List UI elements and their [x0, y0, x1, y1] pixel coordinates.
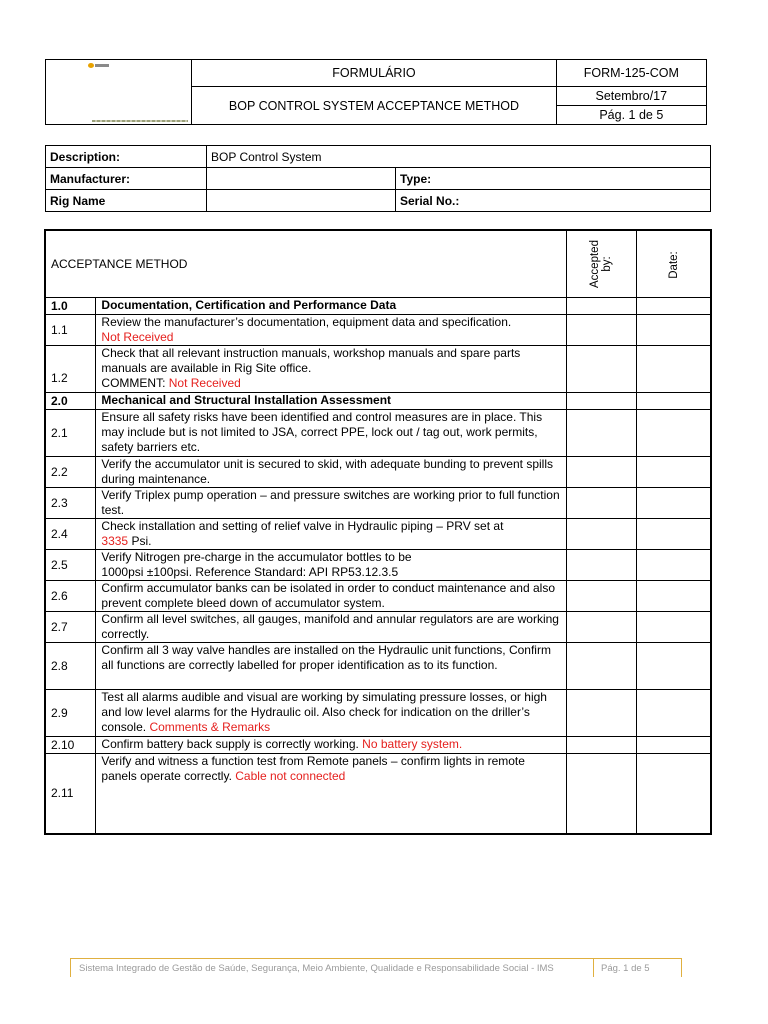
date-cell[interactable] [636, 393, 711, 410]
date-cell[interactable] [636, 457, 711, 488]
form-code: FORM-125-COM [556, 60, 706, 87]
row-number: 2.10 [45, 737, 96, 754]
row-note: Comments & Remarks [149, 720, 271, 734]
acceptance-method-table [44, 229, 712, 835]
row-note: Not Received [101, 330, 174, 344]
document-header [45, 59, 707, 125]
document-title: BOP CONTROL SYSTEM ACCEPTANCE METHOD [192, 87, 556, 125]
manufacturer-value[interactable] [207, 168, 396, 190]
date-cell[interactable] [636, 298, 711, 315]
row-number: 2.6 [45, 581, 96, 612]
date-cell[interactable] [636, 690, 711, 737]
description-value: BOP Control System [207, 146, 711, 168]
manufacturer-label: Manufacturer: [46, 168, 207, 190]
row-text: Confirm battery back supply is correctly working. No battery system. [96, 737, 566, 754]
row-number: 1.0 [45, 298, 96, 315]
row-text: Check installation and setting of relief valve in Hydraulic piping – PRV set at 3335 Psi. [96, 519, 566, 550]
row-number: 2.11 [45, 754, 96, 834]
description-label: Description: [46, 146, 207, 168]
accepted-by-cell[interactable] [566, 410, 636, 457]
rig-name-label: Rig Name [46, 190, 207, 212]
date-cell[interactable] [636, 346, 711, 393]
serial-label: Serial No.: [396, 190, 711, 212]
accepted-by-cell[interactable] [566, 690, 636, 737]
table-row [45, 315, 711, 346]
table-row [45, 754, 711, 834]
accepted-by-cell[interactable] [566, 581, 636, 612]
rig-name-value[interactable] [207, 190, 396, 212]
row-number: 2.3 [45, 488, 96, 519]
table-row [45, 737, 711, 754]
row-number: 2.1 [45, 410, 96, 457]
table-row [45, 643, 711, 690]
table-row [45, 346, 711, 393]
table-row [45, 690, 711, 737]
row-text: Check that all relevant instruction manuals, workshop manuals and spare parts manuals are available in Rig Site office. COMMENT: Not Received [96, 346, 566, 393]
row-value: 3335 [101, 534, 129, 548]
document-date: Setembro/17 [556, 87, 706, 106]
accepted-by-cell[interactable] [566, 754, 636, 834]
equipment-info-table [45, 145, 711, 212]
date-cell[interactable] [636, 550, 711, 581]
date-cell[interactable] [636, 612, 711, 643]
company-logo [46, 60, 192, 125]
row-text: Test all alarms audible and visual are working by simulating pressure losses, or high and low level alarms for the Hydraulic oil. Also check for indication on the driller’s console. Comments & Remarks [96, 690, 566, 737]
date-cell[interactable] [636, 315, 711, 346]
logo-underline [92, 120, 188, 122]
row-number: 2.8 [45, 643, 96, 690]
accepted-by-cell[interactable] [566, 612, 636, 643]
accepted-by-cell[interactable] [566, 550, 636, 581]
accepted-by-header: Accepted by: [566, 230, 636, 298]
table-row [45, 519, 711, 550]
accepted-by-cell[interactable] [566, 393, 636, 410]
table-row [45, 410, 711, 457]
footer-divider [593, 959, 594, 977]
date-cell[interactable] [636, 410, 711, 457]
date-cell[interactable] [636, 488, 711, 519]
table-row [45, 581, 711, 612]
date-cell[interactable] [636, 581, 711, 612]
accepted-by-cell[interactable] [566, 643, 636, 690]
row-text: Confirm all level switches, all gauges, manifold and annular regulators are are working correctly. [96, 612, 566, 643]
table-row [45, 457, 711, 488]
row-text: Verify and witness a function test from Remote panels – confirm lights in remote panels operate correctly. Cable not connected [96, 754, 566, 834]
date-cell[interactable] [636, 754, 711, 834]
row-note: Cable not connected [235, 769, 346, 783]
accepted-by-cell[interactable] [566, 298, 636, 315]
footer-page-number: Pág. 1 de 5 [601, 963, 650, 974]
table-row [45, 393, 711, 410]
page-footer [70, 958, 682, 977]
page-number: Pág. 1 de 5 [556, 106, 706, 125]
section-title: Mechanical and Structural Installation Assessment [96, 393, 566, 410]
row-number: 1.1 [45, 315, 96, 346]
acceptance-method-heading: ACCEPTANCE METHOD [45, 230, 566, 298]
accepted-by-cell[interactable] [566, 737, 636, 754]
row-text: Verify Triplex pump operation – and pressure switches are working prior to full function test. [96, 488, 566, 519]
row-text: Confirm all 3 way valve handles are installed on the Hydraulic unit functions, Confirm all functions are correctly labelled for proper identification as to its function. [96, 643, 566, 690]
date-cell[interactable] [636, 643, 711, 690]
type-label: Type: [396, 168, 711, 190]
row-text: Verify Nitrogen pre-charge in the accumulator bottles to be 1000psi ±100psi. Reference Standard: API RP53.12.3.5 [96, 550, 566, 581]
accepted-by-cell[interactable] [566, 315, 636, 346]
footer-system-name: Sistema Integrado de Gestão de Saúde, Segurança, Meio Ambiente, Qualidade e Responsabilidade Social - IMS [79, 963, 554, 974]
row-number: 2.7 [45, 612, 96, 643]
accepted-by-cell[interactable] [566, 488, 636, 519]
row-text: Confirm accumulator banks can be isolated in order to conduct maintenance and also prevent complete bleed down of accumulator system. [96, 581, 566, 612]
row-text: Verify the accumulator unit is secured to skid, with adequate bunding to prevent spills during maintenance. [96, 457, 566, 488]
section-title: Documentation, Certification and Performance Data [96, 298, 566, 315]
date-cell[interactable] [636, 737, 711, 754]
table-row [45, 298, 711, 315]
row-text: Ensure all safety risks have been identified and control measures are in place. This may include but is not limited to JSA, correct PPE, lock out / tag out, work permits, safety barriers etc. [96, 410, 566, 457]
logo-icon [88, 63, 110, 69]
date-header: Date: [636, 230, 711, 298]
accepted-by-cell[interactable] [566, 457, 636, 488]
row-number: 2.5 [45, 550, 96, 581]
row-number: 2.4 [45, 519, 96, 550]
row-number: 2.0 [45, 393, 96, 410]
table-row [45, 488, 711, 519]
table-row [45, 612, 711, 643]
row-number: 2.9 [45, 690, 96, 737]
row-number: 1.2 [45, 346, 96, 393]
row-note: Not Received [168, 376, 241, 390]
accepted-by-cell[interactable] [566, 519, 636, 550]
date-cell[interactable] [636, 519, 711, 550]
row-number: 2.2 [45, 457, 96, 488]
accepted-by-cell[interactable] [566, 346, 636, 393]
table-row [45, 550, 711, 581]
row-note: No battery system. [362, 737, 463, 751]
row-text: Review the manufacturer’s documentation, equipment data and specification. Not Received [96, 315, 566, 346]
form-label: FORMULÁRIO [192, 60, 556, 87]
